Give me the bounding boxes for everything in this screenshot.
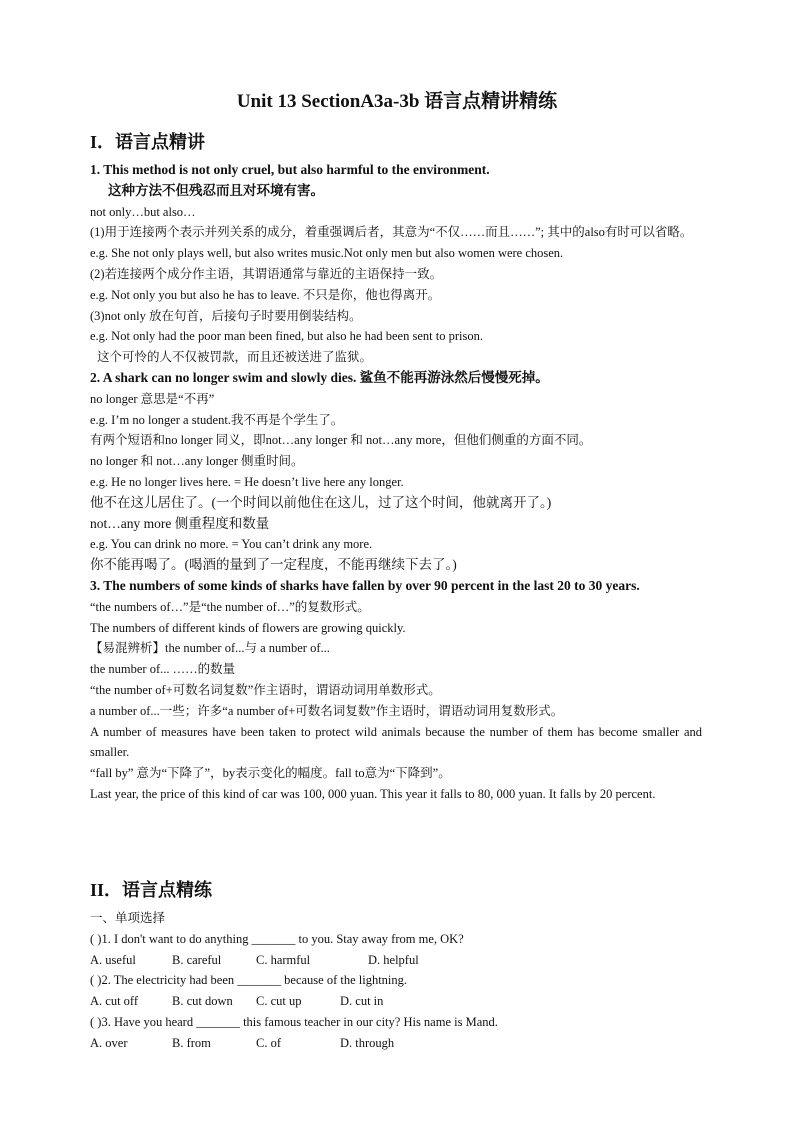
text-line: no longer 意思是“不再”: [90, 391, 215, 406]
text-line: a number of...一些；许多“a number of+可数名词复数”作主语时，谓语动词用复数形式。: [90, 703, 564, 718]
option-c: C. of: [256, 1035, 281, 1050]
text-line: 这个可怜的人不仅被罚款，而且还被送进了监狱。: [97, 350, 373, 365]
text-line: 你不能再喝了。(喝酒的量到了一定程度，不能再继续下去了。): [90, 557, 457, 573]
example-paragraph: A number of measures have been taken to protect wild animals because the number of them has become smaller and smaller.: [90, 724, 702, 760]
option-d: D. cut in: [340, 994, 384, 1009]
section1-heading: I．语言点精讲: [90, 132, 206, 152]
example-paragraph: Last year, the price of this kind of car was 100, 000 yuan. This year it falls to 80, 000 yuan. It falls by 20 percent.: [90, 786, 656, 801]
option-b: B. careful: [172, 952, 222, 967]
example-line: e.g. I’m no longer a student.我不再是个学生了。: [90, 412, 344, 427]
section2-heading: II．语言点精练: [90, 880, 213, 900]
option-b: B. from: [172, 1035, 211, 1050]
text-line: (2)若连接两个成分作主语，其谓语通常与靠近的主语保持一致。: [90, 266, 443, 281]
question-options: [90, 950, 702, 971]
question-options: [90, 991, 702, 1012]
text-line: “the number of+可数名词复数”作主语时，谓语动词用单数形式。: [90, 682, 441, 697]
option-b: B. cut down: [172, 994, 233, 1009]
option-c: C. harmful: [256, 952, 311, 967]
option-a: A. useful: [90, 952, 136, 967]
option-c: C. cut up: [256, 994, 302, 1009]
example-line: e.g. Not only had the poor man been fined, but also he had been sent to prison.: [90, 329, 483, 344]
example-line: e.g. He no longer lives here. = He doesn’t live here any longer.: [90, 474, 404, 489]
question-options: [90, 1033, 702, 1054]
text-line: (3)not only 放在句首，后接句子时要用倒装结构。: [90, 308, 362, 323]
option-a: A. cut off: [90, 994, 139, 1009]
text-paragraph: (1)用于连接两个表示并列关系的成分，着重强调后者，其意为“不仅……而且……”; 其中的also有时可以省略。: [90, 225, 693, 240]
point1-translation: 这种方法不但残忍而且对环境有害。: [108, 182, 324, 198]
point2-sentence: 2. A shark can no longer swim and slowly dies. 鲨鱼不能再游泳然后慢慢死掉。: [90, 369, 549, 385]
option-d: D. helpful: [368, 952, 419, 967]
text-line: “fall by” 意为“下降了”，by表示变化的幅度。fall to意为“下降到”。: [90, 766, 451, 781]
text-line: 他不在这儿居住了。(一个时间以前他住在这儿，过了这个时间，他就离开了。): [90, 494, 552, 510]
example-line: e.g. She not only plays well, but also writes music.Not only men but also women were chosen.: [90, 246, 564, 261]
point1-sentence: 1. This method is not only cruel, but also harmful to the environment.: [90, 162, 490, 177]
option-a: A. over: [90, 1035, 128, 1050]
text-line: “the numbers of…”是“the number of…”的复数形式。: [90, 599, 370, 614]
question-stem: ( )2. The electricity had been _______ because of the lightning.: [90, 973, 408, 988]
text-line: the number of... ……的数量: [90, 662, 236, 677]
point3-sentence: 3. The numbers of some kinds of sharks have fallen by over 90 percent in the last 20 to 30 years.: [90, 577, 640, 593]
section1-body: [90, 160, 702, 805]
section2-body: [90, 908, 702, 1054]
question-stem: ( )1. I don't want to do anything _______ to you. Stay away from me, OK?: [90, 931, 464, 946]
text-line: 有两个短语和no longer 同义，即not…any longer 和 not…any more，但他们侧重的方面不同。: [90, 433, 592, 448]
example-line: The numbers of different kinds of flowers are growing quickly.: [90, 620, 406, 635]
option-d: D. through: [340, 1035, 395, 1050]
question-stem: ( )3. Have you heard _______ this famous teacher in our city? His name is Mand.: [90, 1014, 498, 1029]
text-line: not…any more 侧重程度和数量: [90, 515, 270, 531]
example-line: e.g. You can drink no more. = You can’t drink any more.: [90, 537, 373, 552]
text-line: no longer 和 not…any longer 侧重时间。: [90, 454, 304, 469]
document-title: Unit 13 SectionA3a-3b 语言点精讲精练: [236, 91, 558, 112]
text-line: not only…but also…: [90, 204, 196, 219]
exercise-subheading: 一、单项选择: [90, 911, 166, 925]
example-line: e.g. Not only you but also he has to leave. 不只是你，他也得离开。: [90, 287, 441, 302]
text-line: 【易混辨析】the number of...与 a number of...: [90, 641, 330, 656]
